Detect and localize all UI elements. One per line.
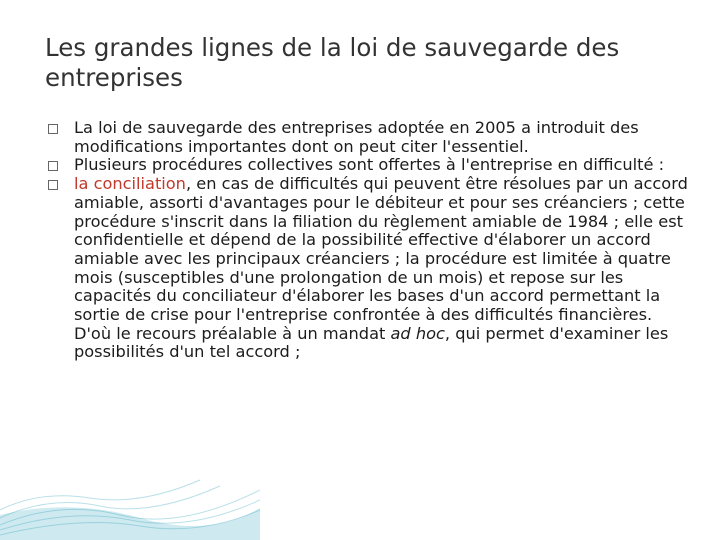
bullet-text-part: , en cas de difficultés qui peuvent être résolues par un accord amiable, assorti d'avantages pour le débiteur et pour ses créanciers ; cette procédure s'inscrit dans la filiation du règlement amiable de 1984 ; elle est confidentielle et dépend de la possibilité effective d'élaborer un accord amiable avec les principaux créanciers ; la procédure est limitée à quatre mois (susceptibles d'une prolongation de un mois) et repose sur les capacités du conciliateur d'élaborer les bases d'un accord permettant la sortie de crise pour l'entreprise confrontée à des difficultés financières. D'où le recours préalable à un mandat	[74, 174, 688, 343]
bullet-text-part: , qui permet d'examiner les possibilités d'un tel accord ;	[74, 323, 669, 362]
corner-wave-decoration	[0, 420, 260, 540]
slide-title: Les grandes lignes de la loi de sauvegarde des entreprises	[45, 33, 620, 92]
italic-term: ad hoc	[390, 323, 445, 343]
highlight-term: la conciliation	[74, 174, 186, 194]
square-bullet-icon	[48, 161, 58, 171]
square-bullet-icon	[48, 180, 58, 190]
bullet-text	[74, 174, 688, 361]
bullet-item	[48, 156, 688, 175]
bullet-text: Plusieurs procédures collectives sont offertes à l'entreprise en difficulté :	[74, 155, 665, 175]
bullet-list	[48, 119, 688, 362]
square-bullet-icon	[48, 124, 58, 134]
bullet-item	[48, 175, 688, 362]
bullet-item	[48, 119, 688, 156]
bullet-text: La loi de sauvegarde des entreprises adoptée en 2005 a introduit des modifications importantes dont on peut citer l'essentiel.	[74, 118, 639, 156]
